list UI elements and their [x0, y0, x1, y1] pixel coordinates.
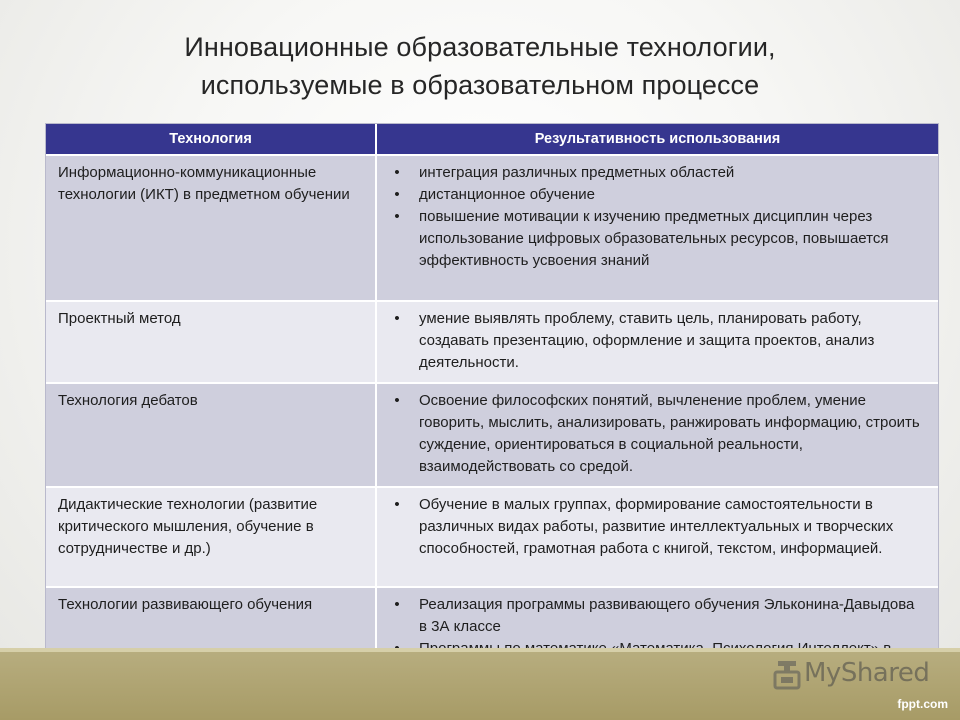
list-item: • Обучение в малых группах, формирование самостоятельности в различных видах работы, развитие интеллектуальных и творческих способностей, грамотная работа с книгой, текстом, информацией.	[385, 494, 926, 560]
table-row	[46, 301, 938, 383]
list-item: • Реализация программы развивающего обучения Эльконина-Давыдова в 3А классе	[385, 594, 926, 638]
bullet-icon: •	[394, 310, 400, 327]
myshared-logo-text: MyShared	[804, 658, 930, 688]
effectiveness-list	[385, 390, 926, 478]
footer-brand: fppt.com	[897, 697, 948, 711]
column-header-technology: Технология	[46, 124, 376, 155]
bullet-icon: •	[394, 392, 400, 409]
column-header-effectiveness: Результативность использования	[376, 124, 938, 155]
slide-title-line-2: используемые в образовательном процессе	[200, 70, 760, 100]
bullet-icon: •	[394, 596, 400, 613]
list-item: • дистанционное обучение	[385, 184, 926, 206]
effectiveness-cell	[376, 155, 938, 301]
bullet-icon: •	[394, 208, 400, 225]
list-item: • умение выявлять проблему, ставить цель, планировать работу, создавать презентацию, оформление и защита проектов, анализ деятельности.	[385, 308, 926, 374]
list-item: • интеграция различных предметных областей	[385, 162, 926, 184]
effectiveness-list	[385, 308, 926, 374]
slide-title-line-1: Инновационные образовательные технологии,	[184, 32, 776, 62]
list-item: • повышение мотивации к изучению предметных дисциплин через использование цифровых образовательных ресурсов, повышается эффективность усвоения знаний	[385, 206, 926, 272]
effectiveness-cell	[376, 383, 938, 487]
technology-cell: Информационно-коммуникационные технологии (ИКТ) в предметном обучении	[46, 155, 376, 301]
myshared-watermark	[770, 657, 950, 693]
technology-cell: Проектный метод	[46, 301, 376, 383]
table-row	[46, 487, 938, 587]
slide-title	[0, 28, 960, 104]
technology-table-container	[46, 124, 938, 690]
technology-cell: Дидактические технологии (развитие критического мышления, обучение в сотрудничестве и др.)	[46, 487, 376, 587]
bullet-icon: •	[394, 186, 400, 203]
table-header-row	[46, 124, 938, 155]
technology-cell: Технологии развивающего обучения	[46, 587, 376, 690]
effectiveness-cell	[376, 487, 938, 587]
bullet-icon: •	[394, 496, 400, 513]
effectiveness-list	[385, 162, 926, 272]
technology-table	[46, 124, 938, 690]
effectiveness-list	[385, 494, 926, 560]
table-row	[46, 155, 938, 301]
myshared-logo-icon	[772, 659, 802, 691]
technology-cell: Технология дебатов	[46, 383, 376, 487]
bullet-icon: •	[394, 164, 400, 181]
effectiveness-cell	[376, 301, 938, 383]
table-row	[46, 383, 938, 487]
list-item: • Освоение философских понятий, вычленение проблем, умение говорить, мыслить, анализировать, ранжировать информацию, строить суждение, ориентироваться в социальной реальности, взаимодействовать со средой.	[385, 390, 926, 478]
footer-band-highlight	[0, 648, 960, 652]
